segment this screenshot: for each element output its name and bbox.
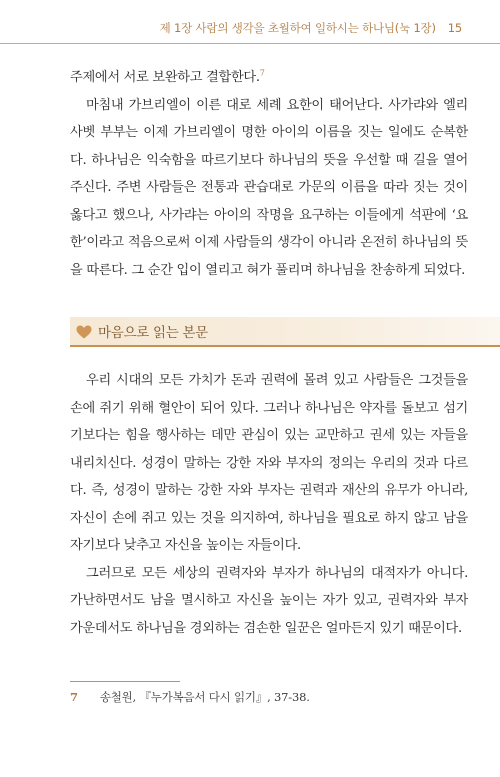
heart-icon [76, 324, 92, 338]
section-rule [70, 345, 500, 347]
paragraph-therefore: 그러므로 모든 세상의 권력자와 부자가 하나님의 대적자가 아니다. 가난하면서도 남을 멸시하고 자신을 높이는 자가 있고, 권력자와 부자 가운데서도 하나님을 경외하는 겸손한 일꾼은 얼마든지 있기 때문이다. [70, 565, 468, 636]
top-text-block [70, 64, 468, 284]
paragraph-birth-of-john: 마침내 가브리엘이 이른 대로 세례 요한이 태어난다. 사가랴와 엘리사벳 부부는 이제 가브리엘이 명한 아이의 이름을 짓는 일에도 순복한다. 하나님은 익숙함을 따르기보다 하나님의 뜻을 우선할 때 길을 열어 주신다. 주변 사람들은 전통과 관습대로 가문의 이름을 따라 짓는 것이 옳다고 했으나, 사가랴는 아이의 작명을 요구하는 이들에게 석판에 ‘요한’이라고 적음으로써 이제 사람들의 생각이 아니라 온전히 하나님의 뜻을 따른다. 그 순간 입이 열리고 혀가 풀리며 하나님을 찬송하게 되었다. [70, 97, 468, 278]
footnote-rule [70, 681, 180, 682]
paragraph-values-of-age: 우리 시대의 모든 가치가 돈과 권력에 몰려 있고 사람들은 그것들을 손에 쥐기 위해 혈안이 되어 있다. 그러나 하나님은 약자를 돌보고 섬기기보다는 힘을 행사하는 데만 관심이 있는 교만하고 권세 있는 자들을 내리치신다. 성경이 말하는 강한 자와 부자의 정의는 우리의 것과 다르다. 즉, 성경이 말하는 강한 자와 부자는 권력과 재산의 유무가 아니라, 자신이 손에 쥐고 있는 것을 의지하여, 하나님을 필요로 하지 않고 남을 자기보다 낮추고 자신을 높이는 자들이다. [70, 373, 468, 553]
continuation-text: 주제에서 서로 보완하고 결합한다. [70, 70, 260, 85]
section-heading-bar [70, 317, 500, 345]
running-header [160, 20, 462, 36]
footnote-number: 7 [70, 690, 78, 704]
page-number: 15 [447, 21, 462, 35]
footnote [70, 689, 310, 705]
header-rule [0, 43, 500, 44]
footnote-text: 송철원, 『누가복음서 다시 읽기』, 37-38. [99, 690, 310, 704]
reading-text-block [70, 367, 468, 642]
section-title: 마음으로 읽는 본문 [98, 325, 208, 341]
paragraph-continuation [70, 64, 468, 92]
footnote-reference: 7 [259, 68, 265, 78]
chapter-title: 제 1장 사람의 생각을 초월하여 일하시는 하나님(눅 1장) [159, 21, 436, 35]
